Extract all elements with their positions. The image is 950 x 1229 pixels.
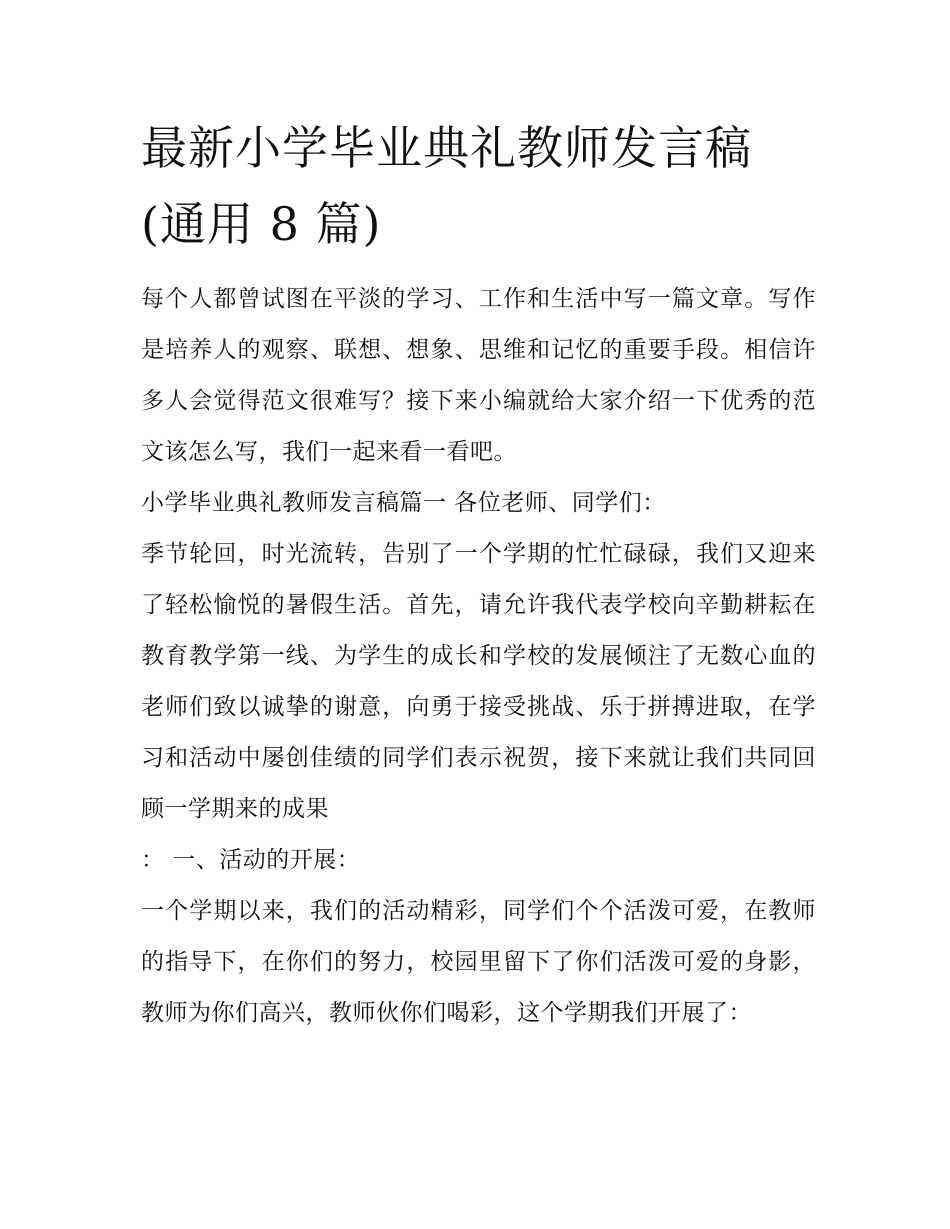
document-title-text: 最新小学毕业典礼教师发言稿(通用 8 篇) xyxy=(141,121,752,251)
paragraph-section-activities: ： 一、活动的开展： xyxy=(141,847,361,873)
document-title xyxy=(141,110,816,262)
paragraph-speech-opening: 季节轮回，时光流转，告别了一个学期的忙忙碌碌，我们又迎来了轻松愉悦的暑假生活。首先，请允许我代表学校向辛勤耕耘在教育教学第一线、为学生的成长和学校的发展倾注了无数心血的老师们致以诚挚的谢意，向勇于接受挑战、乐于拼搏进取，在学习和活动中屡创佳绩的同学们表示祝贺，接下来就让我们共同回顾一学期来的成果 xyxy=(141,541,816,822)
document-body xyxy=(141,110,816,1039)
paragraph-heading-1: 小学毕业典礼教师发言稿篇一 各位老师、同学们： xyxy=(141,490,666,516)
paragraph-activities-body: 一个学期以来，我们的活动精彩，同学们个个活泼可爱，在教师的指导下，在你们的努力，校园里留下了你们活泼可爱的身影，教师为你们高兴，教师伙你们喝彩，这个学期我们开展了： xyxy=(141,898,816,1026)
paragraph-intro: 每个人都曾试图在平淡的学习、工作和生活中写一篇文章。写作是培养人的观察、联想、想象、思维和记忆的重要手段。相信许多人会觉得范文很难写？接下来小编就给大家介绍一下优秀的范文该怎么写，我们一起来看一看吧。 xyxy=(141,286,816,465)
